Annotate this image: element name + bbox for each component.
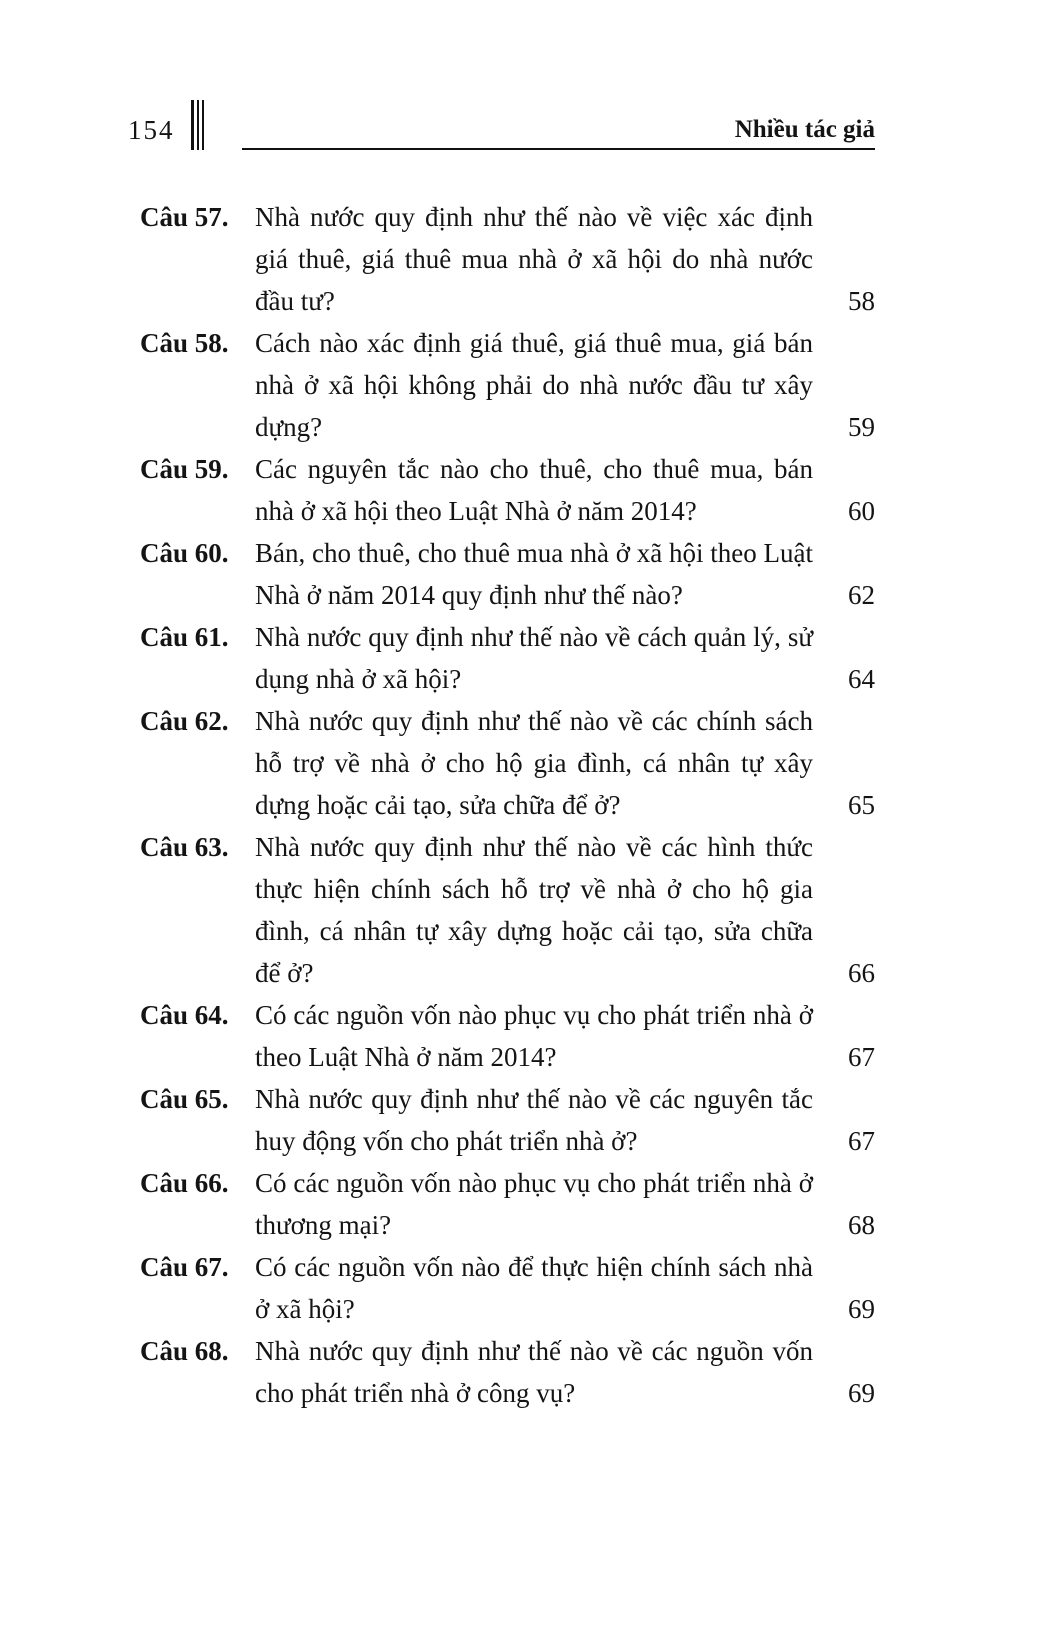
entry-page: 69 — [848, 1294, 875, 1324]
entry-label: Câu 65. — [140, 1084, 229, 1114]
toc-entry — [128, 532, 875, 616]
entry-label: Câu 61. — [140, 622, 229, 652]
entry-text: Cách nào xác định giá thuê, giá thuê mua, giá bán nhà ở xã hội không phải do nhà nước đầu tư xây dựng? — [255, 328, 813, 442]
entry-page: 59 — [848, 412, 875, 442]
entry-text: Có các nguồn vốn nào phục vụ cho phát triển nhà ở theo Luật Nhà ở năm 2014? — [255, 1000, 813, 1072]
toc-entry — [128, 448, 875, 532]
entry-label: Câu 63. — [140, 832, 229, 862]
entry-page: 67 — [848, 1126, 875, 1156]
entry-label: Câu 62. — [140, 706, 229, 736]
entry-text: Nhà nước quy định như thế nào về các nguồn vốn cho phát triển nhà ở công vụ? — [255, 1336, 813, 1408]
entry-label: Câu 68. — [140, 1336, 229, 1366]
entry-label: Câu 67. — [140, 1252, 229, 1282]
header-rule — [242, 116, 876, 151]
entry-text: Có các nguồn vốn nào phục vụ cho phát triển nhà ở thương mại? — [255, 1168, 813, 1240]
entry-label: Câu 66. — [140, 1168, 229, 1198]
page-header — [128, 98, 875, 150]
entry-label: Câu 64. — [140, 1000, 229, 1030]
entry-page: 69 — [848, 1378, 875, 1408]
entry-text: Nhà nước quy định như thế nào về các chính sách hỗ trợ về nhà ở cho hộ gia đình, cá nhân tự xây dựng hoặc cải tạo, sửa chữa để ở? — [255, 706, 813, 820]
entry-page: 64 — [848, 664, 875, 694]
toc-entry — [128, 616, 875, 700]
entry-text: Nhà nước quy định như thế nào về cách quản lý, sử dụng nhà ở xã hội? — [255, 622, 813, 694]
entry-label: Câu 60. — [140, 538, 229, 568]
toc-entry — [128, 1162, 875, 1246]
toc-entry — [128, 322, 875, 448]
entry-label: Câu 58. — [140, 328, 229, 358]
entry-text: Có các nguồn vốn nào để thực hiện chính sách nhà ở xã hội? — [255, 1252, 813, 1324]
entry-page: 60 — [848, 496, 875, 526]
entry-page: 58 — [848, 286, 875, 316]
entry-text: Bán, cho thuê, cho thuê mua nhà ở xã hội theo Luật Nhà ở năm 2014 quy định như thế nào? — [255, 538, 813, 610]
entry-text: Các nguyên tắc nào cho thuê, cho thuê mua, bán nhà ở xã hội theo Luật Nhà ở năm 2014? — [255, 454, 813, 526]
toc-entry — [128, 1078, 875, 1162]
entry-page: 67 — [848, 1042, 875, 1072]
toc-list — [128, 196, 875, 1414]
entry-text: Nhà nước quy định như thế nào về các nguyên tắc huy động vốn cho phát triển nhà ở? — [255, 1084, 813, 1156]
decorative-bars-icon — [191, 100, 208, 150]
page-number: 154 — [128, 115, 175, 145]
entry-page: 62 — [848, 580, 875, 610]
entry-page: 65 — [848, 790, 875, 820]
entry-page: 66 — [848, 958, 875, 988]
entry-page: 68 — [848, 1210, 875, 1240]
toc-entry — [128, 1330, 875, 1414]
entry-label: Câu 59. — [140, 454, 229, 484]
toc-entry — [128, 826, 875, 994]
entry-label: Câu 57. — [140, 202, 229, 232]
toc-entry — [128, 1246, 875, 1330]
entry-text: Nhà nước quy định như thế nào về việc xác định giá thuê, giá thuê mua nhà ở xã hội do nhà nước đầu tư? — [255, 202, 813, 316]
toc-entry — [128, 700, 875, 826]
author-name: Nhiều tác giả — [734, 115, 875, 143]
entry-text: Nhà nước quy định như thế nào về các hình thức thực hiện chính sách hỗ trợ về nhà ở cho hộ gia đình, cá nhân tự xây dựng hoặc cải tạo, sửa chữa để ở? — [255, 832, 813, 988]
toc-entry — [128, 994, 875, 1078]
toc-entry — [128, 196, 875, 322]
